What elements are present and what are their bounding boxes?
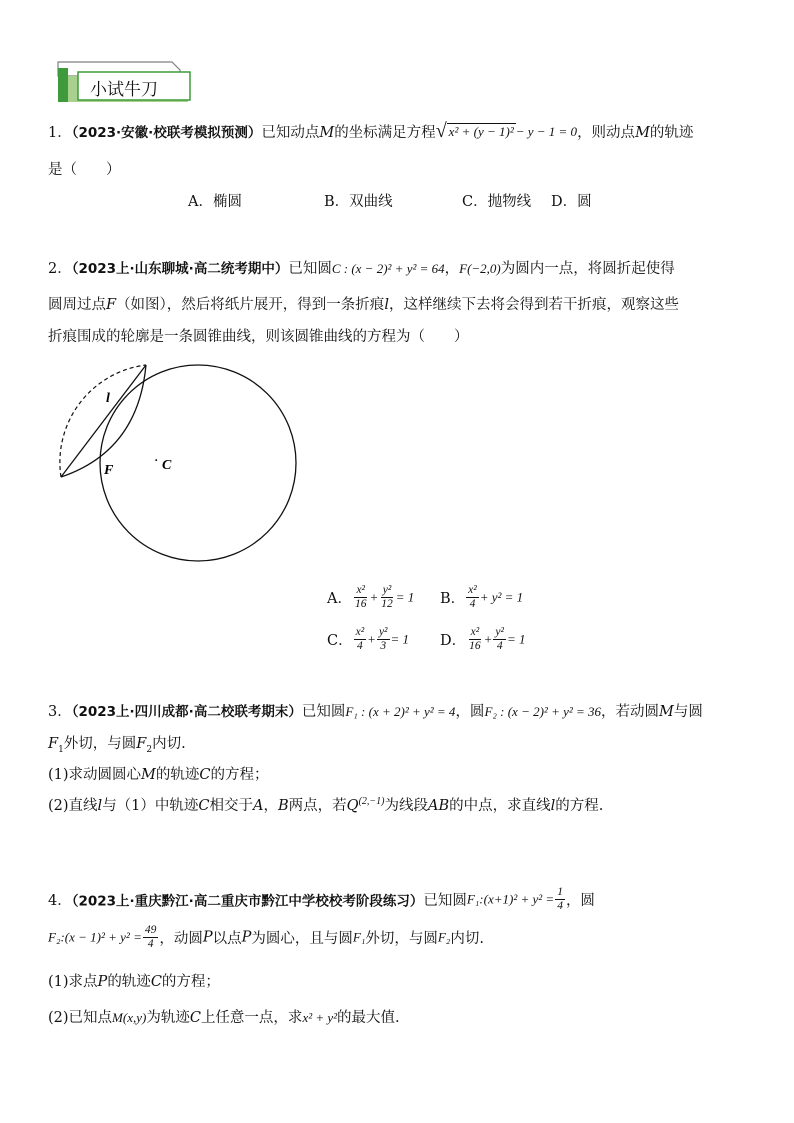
q1-text: 已知动点 bbox=[261, 125, 320, 141]
q1-option-d: D．圆 bbox=[551, 194, 592, 210]
q1-var-m: M bbox=[635, 125, 650, 141]
q2-label-c: C bbox=[162, 458, 172, 473]
q3-part-1: (1)求动圆圆心M的轨迹C的方程； bbox=[48, 767, 269, 783]
q1-source: （2023·安徽·校联考模拟预测） bbox=[71, 125, 262, 141]
q3-part-2: (2)直线l与（1）中轨迹C相交于A，B两点，若$Q^{(2,-1)}$为线段AB的中点，求直线l的方程. bbox=[48, 796, 604, 814]
q2-main-circle bbox=[100, 365, 296, 561]
q4-line2: F₂:(x − 1)² + y² = $\frac{49}{4}$ ，动圆P以点P为圆心，且与圆F₁外切，与圆F₂内切. bbox=[48, 924, 484, 950]
q2-text: ， bbox=[444, 261, 460, 277]
q1-number: 1． bbox=[48, 125, 72, 141]
q2-option-c: C． $\frac{\text{x²}}{4}$ + $\frac{\text{y²}}{3}$ = 1 bbox=[327, 626, 410, 652]
header-badge-label: 小试牛刀 bbox=[90, 80, 158, 100]
q4-part-2: (2)已知点M(x,y)为轨迹C上任意一点，求x² + y²的最大值. bbox=[48, 1010, 400, 1026]
q1-option-a: A．椭圆 bbox=[188, 194, 242, 210]
q2-point-f: F(−2,0) bbox=[459, 261, 501, 276]
q1-text: 的轨迹 bbox=[649, 125, 694, 141]
q3-circle-f1-eq: F₁ : (x + 2)² + y² = 4 bbox=[345, 704, 456, 719]
q1-option-b: B．双曲线 bbox=[324, 194, 393, 210]
q1-text: ，则动点 bbox=[577, 125, 636, 141]
q3-number: 3． bbox=[48, 704, 72, 720]
q2-option-d: D． $\frac{\text{x²}}{16}$ + $\frac{\text{y²}}{4}$ = 1 bbox=[440, 626, 526, 652]
q2-option-b: B． $\frac{\text{x²}}{4}$ + y² = 1 bbox=[440, 584, 524, 610]
q1-line1 bbox=[48, 121, 693, 142]
q2-option-a: A． $\frac{\text{x²}}{16}$ + $\frac{\text{y²}}{12}$ = 1 bbox=[327, 584, 415, 610]
header-green-bar bbox=[58, 68, 68, 102]
q2-label-f: F bbox=[104, 463, 114, 478]
q2-source: （2023上·山东聊城·高二统考期中） bbox=[71, 261, 289, 277]
q3-line1: 3．（2023上·四川成都·高二校联考期末）已知圆F₁ : (x + 2)² + y² = 4，圆F₂ : (x − 2)² + y² = 36，若动圆M与圆 bbox=[48, 704, 703, 720]
q1-var-m: M bbox=[319, 125, 335, 141]
q1-text: 的坐标满足方程 bbox=[334, 125, 436, 141]
q3-source: （2023上·四川成都·高二校联考期末） bbox=[71, 704, 302, 720]
q2-fold-line bbox=[61, 365, 146, 477]
q2-line1 bbox=[48, 257, 675, 278]
q1-equation: √ x² + (y − 1)² − y − 1 = 0 bbox=[435, 120, 578, 142]
section-header bbox=[52, 56, 202, 106]
q4-circle-f2-eq: F₂:(x − 1)² + y² = bbox=[48, 929, 142, 945]
q4-number: 4． bbox=[48, 893, 72, 909]
q1-line2: 是（ ） bbox=[48, 162, 121, 178]
q3-circle-f2-eq: F₂ : (x − 2)² + y² = 36 bbox=[484, 704, 602, 719]
q3-line2: $F_1$外切，与圆$F_2$内切. bbox=[48, 736, 186, 755]
q4-line1: 4．（2023上·重庆黔江·高二重庆市黔江中学校校考阶段练习）已知圆F₁:(x+1)² + y² = $\frac{1}{4}$ ，圆 bbox=[48, 886, 595, 912]
q2-center-dot: · bbox=[154, 453, 159, 469]
q2-label-l: l bbox=[106, 391, 110, 406]
q2-line2: 圆周过点F（如图），然后将纸片展开，得到一条折痕l，这样继续下去将会得到若干折痕，观察这些 bbox=[48, 297, 679, 313]
q2-line3: 折痕围成的轮廓是一条圆锥曲线，则该圆锥曲线的方程为（ ） bbox=[48, 329, 469, 345]
q4-source: （2023上·重庆黔江·高二重庆市黔江中学校校考阶段练习） bbox=[71, 893, 424, 910]
q2-circle-eq: C : (x − 2)² + y² = 64 bbox=[331, 261, 445, 276]
q2-figure bbox=[50, 355, 310, 570]
q4-circle-f1-eq: F₁:(x+1)² + y² = bbox=[466, 891, 555, 907]
q2-text: 为圆内一点，将圆折起使得 bbox=[500, 261, 675, 277]
q4-part-1: (1)求点P的轨迹C的方程； bbox=[48, 974, 220, 990]
q2-text: 已知圆 bbox=[288, 261, 332, 277]
q1-option-c: C．抛物线 bbox=[462, 194, 532, 210]
q2-number: 2． bbox=[48, 261, 72, 277]
